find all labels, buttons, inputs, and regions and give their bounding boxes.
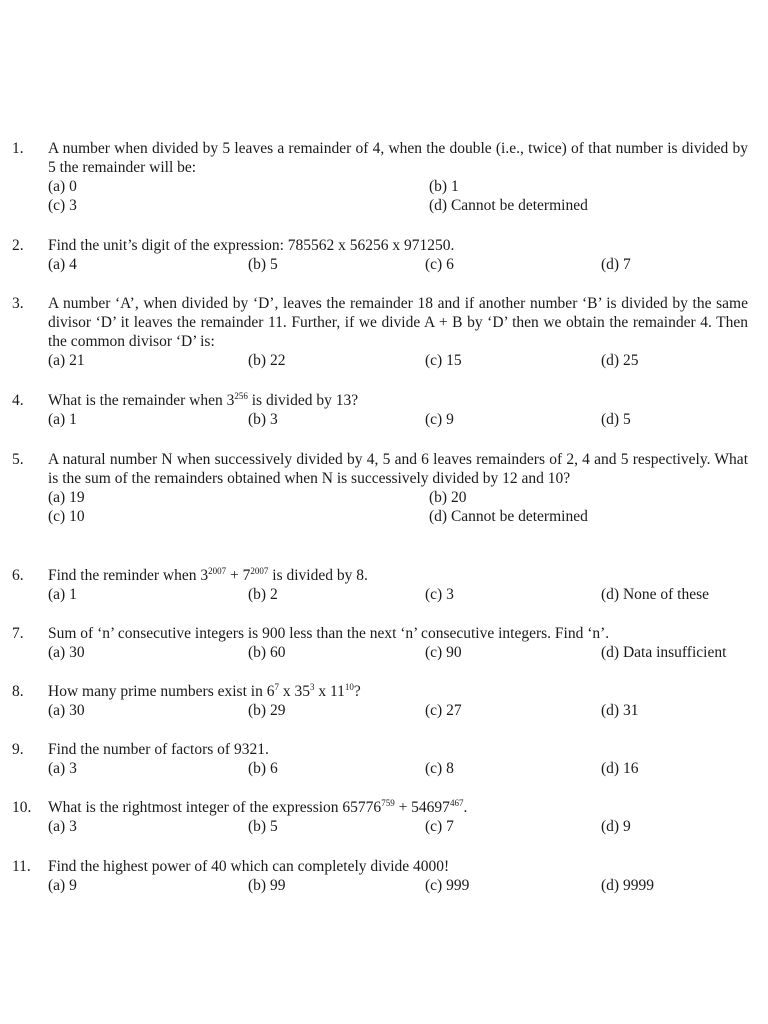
question-stem: A number when divided by 5 leaves a remainder of 4, when the double (i.e., twice) of that number is divided by 5 the remainder will be: [48,140,748,176]
question-stem: How many prime numbers exist in $6^7$ x $35^3$ x $11^{10}$? [48,682,361,700]
option-d: (d) Data insufficient [601,644,727,661]
exponent: 3 [309,682,315,692]
question-stem: Find the unit’s digit of the expression: 785562 x 56256 x 971250. [48,237,455,254]
question-number: 7. [12,625,24,642]
options-row [48,488,748,507]
option-a: (a) 9 [48,877,77,894]
option-b: (b) 29 [248,702,286,719]
options-row [48,255,748,274]
option-b: (b) 99 [248,877,286,894]
option-b: (b) 2 [248,586,278,603]
option-b: (b) 60 [248,644,286,661]
option-a: (a) 0 [48,178,77,195]
option-b: (b) 1 [429,178,459,195]
option-b: (b) 6 [248,760,278,777]
options-row [48,507,748,526]
question-10 [12,798,748,836]
question-2 [12,236,748,274]
question-stem: Sum of ‘n’ consecutive integers is 900 less than the next ‘n’ consecutive integers. Find ‘n’. [48,625,610,642]
option-d: (d) 31 [601,702,639,719]
option-c: (c) 15 [425,352,462,369]
question-number: 2. [12,237,24,254]
question-number: 3. [12,295,24,312]
option-b: (b) 20 [429,489,467,506]
question-number: 4. [12,392,24,409]
question-stem: Find the reminder when $3^{2007} + 7^{2007}$ is divided by 8. [48,566,368,584]
question-4 [12,391,748,429]
question-6 [12,566,748,604]
option-c: (c) 27 [425,702,462,719]
exponent: 2007 [208,566,227,576]
question-1 [12,139,748,215]
option-a: (a) 21 [48,352,85,369]
option-a: (a) 1 [48,586,77,603]
option-d: (d) Cannot be determined [429,197,588,214]
option-d: (d) None of these [601,586,710,603]
question-stem: What is the rightmost integer of the expression $65776^{759} + 54697^{467}$. [48,798,468,816]
option-a: (a) 19 [48,489,85,506]
options-row [48,196,748,215]
option-d: (d) 16 [601,760,639,777]
option-a: (a) 1 [48,411,77,428]
option-a: (a) 30 [48,644,85,661]
option-d: (d) Cannot be determined [429,508,588,525]
option-a: (a) 3 [48,818,77,835]
option-a: (a) 4 [48,256,77,273]
option-b: (b) 22 [248,352,286,369]
option-b: (b) 5 [248,818,278,835]
question-stem: A natural number N when successively divided by 4, 5 and 6 leaves remainders of 2, 4 and 5 respectively. What is the sum of the remainders obtained when N is successively divided by 12 and 10? [48,451,748,487]
question-number: 11. [12,858,31,875]
exponent: 10 [344,682,354,692]
question-number: 1. [12,140,24,157]
question-7 [12,624,748,662]
question-5 [12,450,748,526]
option-b: (b) 3 [248,411,278,428]
option-a: (a) 3 [48,760,77,777]
options-row [48,701,748,720]
exponent: 7 [274,682,279,692]
option-d: (d) 9999 [601,877,654,894]
options-row [48,410,748,429]
exponent: 759 [381,798,395,808]
question-stem: Find the number of factors of 9321. [48,741,269,758]
question-stem: A number ‘A’, when divided by ‘D’, leaves the remainder 18 and if another number ‘B’ is divided by the same divisor ‘D’ it leaves the remainder 11. Further, if we divide A + B by ‘D’ then we obtain the remainder 4. Then the common divisor ‘D’ is: [48,295,748,350]
option-d: (d) 25 [601,352,639,369]
option-d: (d) 9 [601,818,631,835]
option-c: (c) 10 [48,508,85,525]
option-d: (d) 7 [601,256,631,273]
option-c: (c) 6 [425,256,454,273]
option-a: (a) 30 [48,702,85,719]
option-c: (c) 3 [48,197,77,214]
options-row [48,351,748,370]
option-b: (b) 5 [248,256,278,273]
options-row [48,817,748,836]
question-number: 9. [12,741,24,758]
exponent: 467 [449,798,464,808]
question-3 [12,294,748,370]
option-c: (c) 999 [425,877,470,894]
options-row [48,177,748,196]
question-stem: What is the remainder when $3^{256}$ is divided by 13? [48,391,359,409]
option-c: (c) 9 [425,411,454,428]
options-row [48,585,748,604]
question-number: 10. [12,799,32,816]
options-row [48,643,748,662]
options-row [48,876,748,895]
options-row [48,759,748,778]
question-number: 8. [12,683,24,700]
question-8 [12,682,748,720]
option-c: (c) 3 [425,586,454,603]
exponent: 256 [234,391,248,401]
question-11 [12,857,748,895]
question-number: 6. [12,567,24,584]
option-c: (c) 8 [425,760,454,777]
question-stem: Find the highest power of 40 which can completely divide 4000! [48,858,450,875]
option-c: (c) 7 [425,818,454,835]
question-9 [12,740,748,778]
exponent: 2007 [250,566,269,576]
option-c: (c) 90 [425,644,462,661]
option-d: (d) 5 [601,411,631,428]
question-number: 5. [12,451,24,468]
